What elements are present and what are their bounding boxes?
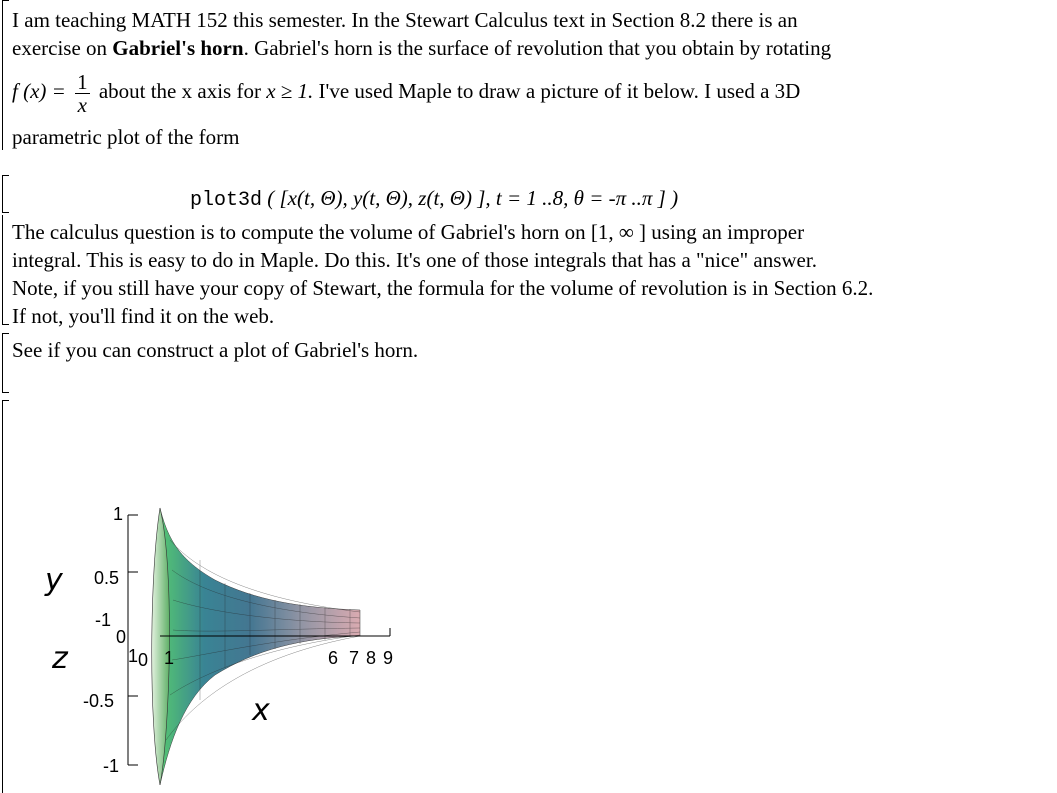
tick-label: 0.5 bbox=[94, 568, 120, 588]
tick-label: 9 bbox=[383, 648, 394, 668]
text-span: about the x axis for bbox=[98, 79, 261, 103]
text-span: exercise on bbox=[12, 36, 113, 60]
section-bracket-1 bbox=[2, 0, 3, 150]
tick-label: 0 bbox=[116, 627, 127, 647]
text-span: I've used Maple to draw a picture of it below. I used a 3D bbox=[318, 79, 801, 103]
fraction-numerator: 1 bbox=[77, 69, 88, 94]
command-name: plot3d bbox=[190, 189, 263, 212]
section-bracket-2-bottom bbox=[2, 212, 9, 213]
tick-label: 1 bbox=[128, 646, 139, 666]
tick-label: -0.5 bbox=[83, 691, 115, 711]
tick-label: 8 bbox=[366, 648, 377, 668]
section-bracket-4-top bbox=[2, 333, 9, 334]
paragraph-2-line-1: The calculus question is to compute the volume of Gabriel's horn on [1, ∞ ] using an improper bbox=[12, 220, 805, 244]
y-axis-label: y bbox=[45, 563, 63, 598]
section-bracket-2 bbox=[2, 175, 3, 213]
z-axis-label: z bbox=[52, 641, 68, 676]
paragraph-1-line-4: parametric plot of the form bbox=[12, 125, 240, 149]
tick-label: 6 bbox=[328, 648, 339, 668]
paragraph-1-line-1: I am teaching MATH 152 this semester. In the Stewart Calculus text in Section 8.2 there is an bbox=[12, 8, 798, 32]
tick-label: 1 bbox=[164, 648, 175, 668]
command-args: ( [x(t, Θ), y(t, Θ), z(t, Θ) ], t = 1 ..8, θ = -π ..π ] ) bbox=[267, 186, 679, 210]
x-axis-label: x bbox=[252, 693, 270, 728]
tick-label: 0 bbox=[138, 650, 149, 670]
gabriels-horn-plot[interactable] bbox=[0, 400, 520, 793]
section-bracket-4-bottom bbox=[2, 392, 9, 393]
paragraph-2-line-4: If not, you'll find it on the web. bbox=[12, 304, 275, 328]
paragraph-1-line-2 bbox=[12, 34, 831, 63]
condition-math: x ≥ 1. bbox=[266, 79, 314, 103]
tick-label: 1 bbox=[113, 504, 124, 524]
fraction bbox=[75, 71, 90, 116]
z-axis-ticks bbox=[128, 515, 138, 765]
plot3d-command bbox=[190, 184, 678, 215]
horn-surface bbox=[160, 508, 360, 785]
tick-label: 7 bbox=[349, 648, 360, 668]
text-span: . Gabriel's horn is the surface of revolution that you obtain by rotating bbox=[243, 36, 832, 60]
tick-label: -1 bbox=[103, 756, 120, 776]
paragraph-2-line-2: integral. This is easy to do in Maple. Do this. It's one of those integrals that has a "nice" answer. bbox=[12, 248, 817, 272]
section-bracket-3-bottom bbox=[2, 324, 9, 325]
bold-term: Gabriel's horn bbox=[112, 36, 244, 60]
section-bracket-1-top bbox=[2, 0, 9, 1]
section-bracket-3 bbox=[2, 215, 3, 325]
paragraph-3-line-1: See if you can construct a plot of Gabriel's horn. bbox=[12, 338, 419, 362]
paragraph-2-line-3: Note, if you still have your copy of Stewart, the formula for the volume of revolution is in Section 6.2. bbox=[12, 276, 874, 300]
function-lhs: f (x) = bbox=[12, 79, 66, 103]
tick-label: -1 bbox=[95, 610, 112, 630]
paragraph-1-line-3 bbox=[12, 66, 800, 116]
section-bracket-2-top bbox=[2, 175, 9, 176]
section-bracket-4 bbox=[2, 333, 3, 393]
fraction-denominator: x bbox=[77, 92, 87, 117]
